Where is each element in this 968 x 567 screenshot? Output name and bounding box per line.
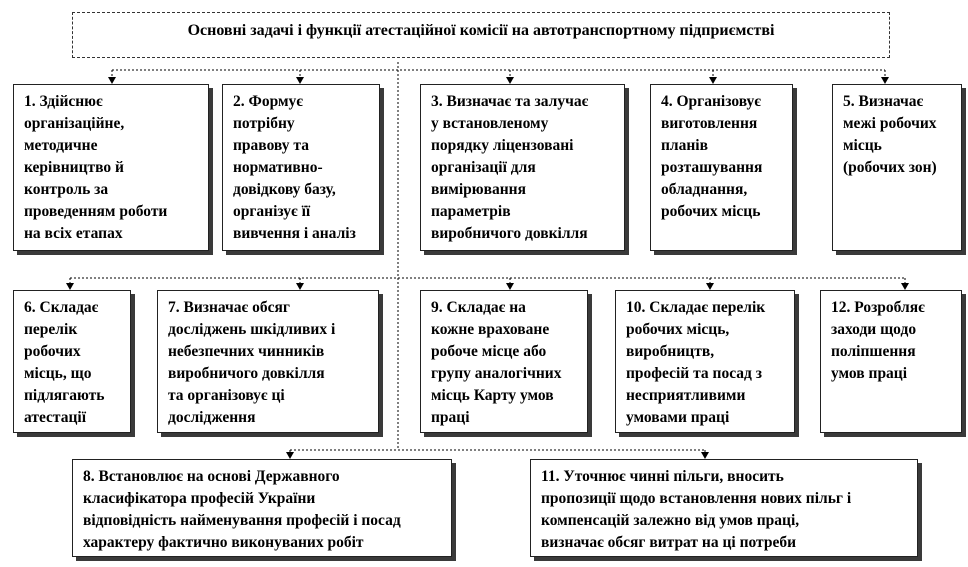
arrow-to-box-5 xyxy=(881,77,889,84)
task-box-11: 11. Уточнює чинні пільги, вносить пропозиції щодо встановлення нових пільг і компенсацій залежно від умов праці, визначає обсяг витрат на ці потреби xyxy=(530,459,918,557)
arrow-to-box-1 xyxy=(108,77,116,84)
task-box-1: 1. Здійснює організаційне, методичне керівництво й контроль за проведенням роботи на всіх етапах xyxy=(13,84,209,251)
diagram-title: Основні задачі і функції атестаційної комісії на автотранспортному підприємстві xyxy=(72,12,890,58)
arrow-to-box-4 xyxy=(709,77,717,84)
task-box-2: 2. Формує потрібну правову та нормативно- довідкову базу, організує її вивчення і аналіз xyxy=(222,84,380,251)
arrow-to-box-7 xyxy=(296,283,304,290)
task-box-4: 4. Організовує виготовлення планів розташування обладнання, робочих місць xyxy=(650,84,793,251)
arrow-to-box-12 xyxy=(901,283,909,290)
arrow-to-box-8 xyxy=(286,452,294,459)
task-box-6: 6. Складає перелік робочих місць, що підлягають атестації xyxy=(13,290,131,433)
arrow-to-box-11 xyxy=(701,452,709,459)
arrow-to-box-6 xyxy=(66,283,74,290)
arrow-to-box-9 xyxy=(506,283,514,290)
task-box-8: 8. Встановлює на основі Державного класифікатора професій України відповідність найменування професій і посад характеру фактично виконуваних робіт xyxy=(72,459,452,557)
task-box-5: 5. Визначає межі робочих місць (робочих зон) xyxy=(832,84,962,251)
task-box-3: 3. Визначає та залучає у встановленому порядку ліцензовані організації для вимірювання параметрів виробничого довкілля xyxy=(420,84,625,251)
arrow-to-box-2 xyxy=(296,77,304,84)
task-box-9: 9. Складає на кожне враховане робоче місце або групу аналогічних місць Карту умов праці xyxy=(420,290,588,433)
task-box-7: 7. Визначає обсяг досліджень шкідливих і небезпечних чинників виробничого довкілля та організовує ці дослідження xyxy=(157,290,379,433)
task-box-12: 12. Розробляє заходи щодо поліпшення умов праці xyxy=(820,290,962,433)
task-box-10: 10. Складає перелік робочих місць, виробництв, професій та посад з несприятливими умовами праці xyxy=(615,290,795,433)
arrow-to-box-3 xyxy=(506,77,514,84)
arrow-to-box-10 xyxy=(706,283,714,290)
